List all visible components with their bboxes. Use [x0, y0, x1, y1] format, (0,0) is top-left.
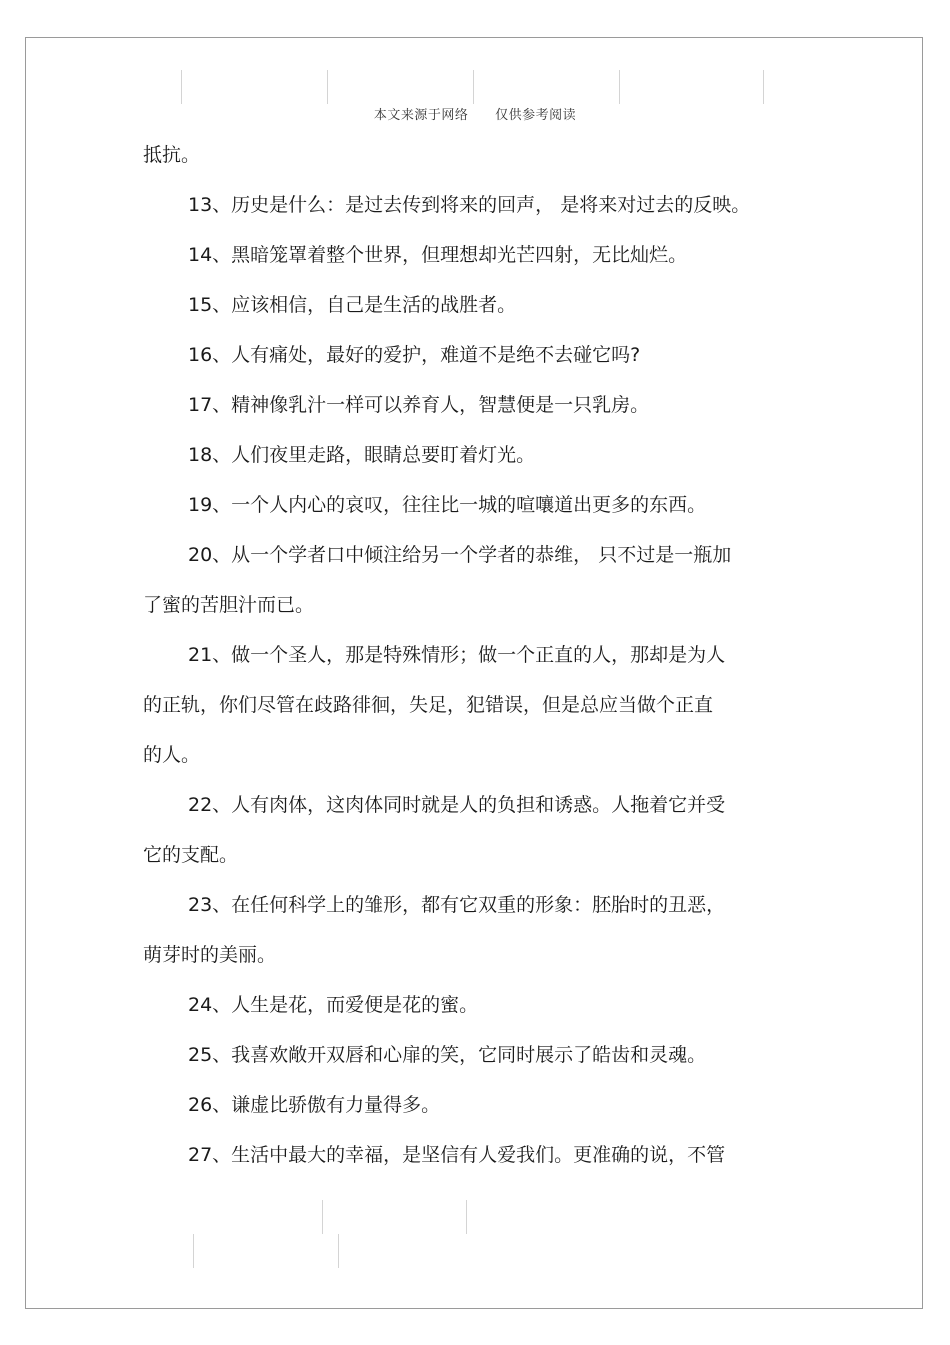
- text-line: 19、一个人内心的哀叹，往往比一城的喧嚷道出更多的东西。: [188, 494, 707, 516]
- text-line: 15、应该相信，自己是生活的战胜者。: [188, 294, 517, 316]
- text-line: 17、精神像乳汁一样可以养育人，智慧便是一只乳房。: [188, 394, 650, 416]
- bottom-rule-2: [466, 1200, 467, 1234]
- text-line: 21、做一个圣人，那是特殊情形；做一个正直的人，那却是为人: [188, 644, 726, 666]
- text-line: 24、人生是花，而爱便是花的蜜。: [188, 994, 479, 1016]
- bottom-rule-3: [193, 1234, 194, 1268]
- text-line: 16、人有痛处，最好的爱护，难道不是绝不去碰它吗?: [188, 344, 641, 366]
- text-line: 萌芽时的美丽。: [143, 944, 277, 966]
- text-line: 22、人有肉体，这肉体同时就是人的负担和诱惑。人拖着它并受: [188, 794, 726, 816]
- text-line: 25、我喜欢敞开双唇和心扉的笑，它同时展示了皓齿和灵魂。: [188, 1044, 707, 1066]
- top-rule-1: [181, 70, 182, 104]
- text-line: 了蜜的苦胆汁而已。: [143, 594, 315, 616]
- text-line: 20、从一个学者口中倾注给另一个学者的恭维， 只不过是一瓶加: [188, 544, 732, 566]
- document-body: [143, 130, 803, 1180]
- page-header: [0, 104, 950, 123]
- bottom-rule-4: [338, 1234, 339, 1268]
- text-line: 抵抗。: [143, 144, 201, 166]
- text-line: 26、谦虚比骄傲有力量得多。: [188, 1094, 441, 1116]
- bottom-rule-1: [322, 1200, 323, 1234]
- header-reference-note: 仅供参考阅读: [495, 108, 577, 123]
- header-source-note: 本文来源于网络: [373, 108, 469, 123]
- text-line: 的正轨，你们尽管在歧路徘徊，失足，犯错误，但是总应当做个正直: [143, 694, 714, 716]
- text-line: 27、生活中最大的幸福，是坚信有人爱我们。更准确的说，不管: [188, 1144, 726, 1166]
- top-rule-3: [473, 70, 474, 104]
- text-line: 18、人们夜里走路，眼睛总要盯着灯光。: [188, 444, 536, 466]
- text-line: 14、黑暗笼罩着整个世界，但理想却光芒四射，无比灿烂。: [188, 244, 688, 266]
- text-line: 13、历史是什么：是过去传到将来的回声， 是将来对过去的反映。: [188, 194, 751, 216]
- text-line: 的人。: [143, 744, 201, 766]
- text-line: 它的支配。: [143, 844, 239, 866]
- top-rule-2: [327, 70, 328, 104]
- text-line: 23、在任何科学上的雏形，都有它双重的形象：胚胎时的丑恶，: [188, 894, 726, 916]
- top-rule-5: [763, 70, 764, 104]
- top-rule-4: [619, 70, 620, 104]
